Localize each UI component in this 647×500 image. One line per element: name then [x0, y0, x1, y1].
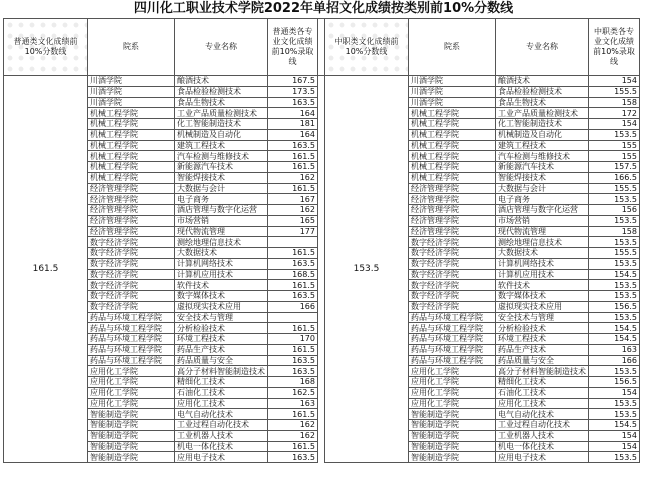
right-dept-cell: 数字经济学院 — [409, 237, 496, 248]
right-header-score: 中职类各专业文化成绩前10%录取线 — [589, 19, 640, 76]
right-score-cell: 154 — [589, 430, 640, 441]
left-major-cell: 数字媒体技术 — [175, 291, 268, 302]
right-score-cell: 155 — [589, 140, 640, 151]
left-score-cell: 161.5 — [268, 280, 318, 291]
right-dept-cell: 川酒学院 — [409, 86, 496, 97]
left-major-cell: 软件技术 — [175, 280, 268, 291]
right-dept-cell: 数字经济学院 — [409, 248, 496, 259]
right-score-cell: 172 — [589, 108, 640, 119]
right-score-cell: 153.5 — [589, 312, 640, 323]
right-dept-cell: 智能制造学院 — [409, 452, 496, 463]
left-header-overall: 普通类文化成绩前10%分数线 — [4, 19, 88, 76]
right-major-cell: 食品生物技术 — [496, 97, 589, 108]
right-score-cell: 155.5 — [589, 248, 640, 259]
right-dept-cell: 川酒学院 — [409, 97, 496, 108]
left-major-cell: 石油化工技术 — [175, 387, 268, 398]
right-score-cell: 156.5 — [589, 301, 640, 312]
left-dept-cell: 药品与环境工程学院 — [88, 344, 175, 355]
right-score-cell: 153.5 — [589, 237, 640, 248]
right-dept-cell: 药品与环境工程学院 — [409, 323, 496, 334]
right-dept-cell: 经济管理学院 — [409, 183, 496, 194]
right-score-cell: 166.5 — [589, 172, 640, 183]
left-dept-cell: 机械工程学院 — [88, 129, 175, 140]
right-dept-cell: 经济管理学院 — [409, 194, 496, 205]
right-overall-cutoff: 153.5 — [325, 76, 409, 463]
left-major-cell: 计算机网络技术 — [175, 258, 268, 269]
right-major-cell: 工业机器人技术 — [496, 430, 589, 441]
left-dept-cell: 数字经济学院 — [88, 301, 175, 312]
left-score-cell — [268, 312, 318, 323]
right-dept-cell: 应用化工学院 — [409, 387, 496, 398]
right-major-cell: 食品检验检测技术 — [496, 86, 589, 97]
left-dept-cell: 药品与环境工程学院 — [88, 323, 175, 334]
right-header-major: 专业名称 — [496, 19, 589, 76]
left-score-cell: 163.5 — [268, 140, 318, 151]
left-major-cell: 食品生物技术 — [175, 97, 268, 108]
right-score-cell: 153.5 — [589, 398, 640, 409]
left-major-cell: 大数据与会计 — [175, 183, 268, 194]
left-dept-cell: 数字经济学院 — [88, 280, 175, 291]
right-dept-cell: 机械工程学院 — [409, 172, 496, 183]
left-dept-cell: 智能制造学院 — [88, 441, 175, 452]
right-dept-cell: 机械工程学院 — [409, 140, 496, 151]
left-major-cell: 药品生产技术 — [175, 344, 268, 355]
left-major-cell: 分析检验技术 — [175, 323, 268, 334]
right-score-cell: 154.5 — [589, 420, 640, 431]
left-major-cell: 电子商务 — [175, 194, 268, 205]
right-major-cell: 虚拟现实技术应用 — [496, 301, 589, 312]
left-dept-cell: 应用化工学院 — [88, 387, 175, 398]
left-score-cell: 163.5 — [268, 452, 318, 463]
left-score-cell: 163 — [268, 398, 318, 409]
left-major-cell: 高分子材料智能制造技术 — [175, 366, 268, 377]
left-dept-cell: 数字经济学院 — [88, 258, 175, 269]
right-major-cell: 电气自动化技术 — [496, 409, 589, 420]
right-major-cell: 现代物流管理 — [496, 226, 589, 237]
left-score-cell: 167.5 — [268, 76, 318, 87]
right-score-cell: 154 — [589, 119, 640, 130]
left-major-cell: 虚拟现实技术应用 — [175, 301, 268, 312]
left-score-cell: 161.5 — [268, 162, 318, 173]
left-dept-cell: 机械工程学院 — [88, 162, 175, 173]
right-score-cell: 155.5 — [589, 183, 640, 194]
right-major-cell: 软件技术 — [496, 280, 589, 291]
left-score-cell: 163.5 — [268, 258, 318, 269]
left-dept-cell: 数字经济学院 — [88, 248, 175, 259]
left-dept-cell: 川酒学院 — [88, 86, 175, 97]
left-dept-cell: 机械工程学院 — [88, 140, 175, 151]
left-score-cell: 173.5 — [268, 86, 318, 97]
left-score-cell: 167 — [268, 194, 318, 205]
column-gap — [318, 76, 325, 463]
right-score-cell: 153.5 — [589, 215, 640, 226]
right-major-cell: 分析检验技术 — [496, 323, 589, 334]
left-major-cell: 计算机应用技术 — [175, 269, 268, 280]
right-dept-cell: 智能制造学院 — [409, 409, 496, 420]
right-major-cell: 环境工程技术 — [496, 334, 589, 345]
left-dept-cell: 智能制造学院 — [88, 452, 175, 463]
right-header-dept: 院系 — [409, 19, 496, 76]
left-major-cell: 酒店管理与数字化运营 — [175, 205, 268, 216]
left-score-cell: 162 — [268, 430, 318, 441]
left-major-cell: 食品检验检测技术 — [175, 86, 268, 97]
left-overall-cutoff: 161.5 — [4, 76, 88, 463]
right-dept-cell: 药品与环境工程学院 — [409, 344, 496, 355]
left-major-cell: 机电一体化技术 — [175, 441, 268, 452]
right-major-cell: 电子商务 — [496, 194, 589, 205]
left-score-cell: 163.5 — [268, 366, 318, 377]
right-dept-cell: 智能制造学院 — [409, 420, 496, 431]
left-dept-cell: 经济管理学院 — [88, 194, 175, 205]
right-score-cell: 153.5 — [589, 280, 640, 291]
right-score-cell: 156 — [589, 205, 640, 216]
left-score-cell: 162 — [268, 172, 318, 183]
right-dept-cell: 机械工程学院 — [409, 162, 496, 173]
left-header-score: 普通类各专业文化成绩前10%录取线 — [268, 19, 318, 76]
right-major-cell: 石油化工技术 — [496, 387, 589, 398]
right-dept-cell: 智能制造学院 — [409, 441, 496, 452]
right-score-cell: 154.5 — [589, 334, 640, 345]
right-major-cell: 化工智能制造技术 — [496, 119, 589, 130]
left-dept-cell: 应用化工学院 — [88, 366, 175, 377]
left-score-cell: 166 — [268, 301, 318, 312]
right-score-cell: 153.5 — [589, 409, 640, 420]
right-dept-cell: 药品与环境工程学院 — [409, 312, 496, 323]
left-dept-cell: 数字经济学院 — [88, 237, 175, 248]
right-major-cell: 新能源汽车技术 — [496, 162, 589, 173]
right-dept-cell: 数字经济学院 — [409, 280, 496, 291]
right-major-cell: 大数据与会计 — [496, 183, 589, 194]
right-score-cell: 155 — [589, 151, 640, 162]
left-dept-cell: 智能制造学院 — [88, 420, 175, 431]
right-score-cell: 158 — [589, 226, 640, 237]
right-major-cell: 计算机网络技术 — [496, 258, 589, 269]
left-major-cell: 精细化工技术 — [175, 377, 268, 388]
left-dept-cell: 药品与环境工程学院 — [88, 355, 175, 366]
left-dept-cell: 机械工程学院 — [88, 172, 175, 183]
score-table — [3, 18, 640, 463]
left-score-cell: 161.5 — [268, 248, 318, 259]
right-major-cell: 数字媒体技术 — [496, 291, 589, 302]
left-major-cell: 新能源汽车技术 — [175, 162, 268, 173]
right-score-cell: 156.5 — [589, 377, 640, 388]
left-dept-cell: 智能制造学院 — [88, 430, 175, 441]
right-major-cell: 应用化工技术 — [496, 398, 589, 409]
right-major-cell: 建筑工程技术 — [496, 140, 589, 151]
right-major-cell: 市场营销 — [496, 215, 589, 226]
right-major-cell: 精细化工技术 — [496, 377, 589, 388]
left-score-cell: 161.5 — [268, 183, 318, 194]
left-major-cell: 市场营销 — [175, 215, 268, 226]
left-header-major: 专业名称 — [175, 19, 268, 76]
left-header-dept: 院系 — [88, 19, 175, 76]
left-score-cell: 163.5 — [268, 291, 318, 302]
left-score-cell: 168 — [268, 377, 318, 388]
right-dept-cell: 经济管理学院 — [409, 215, 496, 226]
right-major-cell: 酒店管理与数字化运营 — [496, 205, 589, 216]
left-dept-cell: 川酒学院 — [88, 76, 175, 87]
right-score-cell: 154.5 — [589, 323, 640, 334]
right-major-cell: 应用电子技术 — [496, 452, 589, 463]
right-score-cell: 153.5 — [589, 291, 640, 302]
left-score-cell: 162 — [268, 420, 318, 431]
left-score-cell: 161.5 — [268, 151, 318, 162]
right-score-cell: 163 — [589, 344, 640, 355]
left-major-cell: 测绘地理信息技术 — [175, 237, 268, 248]
right-score-cell: 154 — [589, 76, 640, 87]
left-major-cell: 工业机器人技术 — [175, 430, 268, 441]
left-score-cell: 161.5 — [268, 409, 318, 420]
right-dept-cell: 智能制造学院 — [409, 430, 496, 441]
right-dept-cell: 数字经济学院 — [409, 269, 496, 280]
left-score-cell: 163.5 — [268, 355, 318, 366]
left-dept-cell: 机械工程学院 — [88, 108, 175, 119]
right-major-cell: 计算机应用技术 — [496, 269, 589, 280]
right-major-cell: 工业过程自动化技术 — [496, 420, 589, 431]
right-score-cell: 153.5 — [589, 366, 640, 377]
right-dept-cell: 药品与环境工程学院 — [409, 334, 496, 345]
right-major-cell: 安全技术与管理 — [496, 312, 589, 323]
left-major-cell: 机械制造及自动化 — [175, 129, 268, 140]
right-major-cell: 机电一体化技术 — [496, 441, 589, 452]
right-score-cell: 158 — [589, 97, 640, 108]
table-row — [4, 76, 640, 87]
right-dept-cell: 川酒学院 — [409, 76, 496, 87]
left-dept-cell: 药品与环境工程学院 — [88, 312, 175, 323]
left-score-cell: 164 — [268, 129, 318, 140]
left-dept-cell: 数字经济学院 — [88, 291, 175, 302]
right-major-cell: 药品质量与安全 — [496, 355, 589, 366]
left-major-cell: 电气自动化技术 — [175, 409, 268, 420]
right-dept-cell: 应用化工学院 — [409, 398, 496, 409]
left-score-cell: 165 — [268, 215, 318, 226]
header-row — [4, 19, 640, 76]
left-score-cell: 162 — [268, 205, 318, 216]
left-score-cell — [268, 237, 318, 248]
left-score-cell: 161.5 — [268, 323, 318, 334]
right-dept-cell: 数字经济学院 — [409, 301, 496, 312]
right-dept-cell: 数字经济学院 — [409, 258, 496, 269]
right-score-cell: 153.5 — [589, 194, 640, 205]
right-major-cell: 工业产品质量检测技术 — [496, 108, 589, 119]
right-dept-cell: 机械工程学院 — [409, 108, 496, 119]
left-score-cell: 177 — [268, 226, 318, 237]
left-dept-cell: 经济管理学院 — [88, 215, 175, 226]
left-score-cell: 162.5 — [268, 387, 318, 398]
right-header-overall: 中职类文化成绩前10%分数线 — [325, 19, 409, 76]
right-score-cell: 154.5 — [589, 269, 640, 280]
left-dept-cell: 经济管理学院 — [88, 205, 175, 216]
left-major-cell: 安全技术与管理 — [175, 312, 268, 323]
right-major-cell: 酿酒技术 — [496, 76, 589, 87]
left-dept-cell: 智能制造学院 — [88, 409, 175, 420]
right-major-cell: 药品生产技术 — [496, 344, 589, 355]
left-score-cell: 168.5 — [268, 269, 318, 280]
left-score-cell: 181 — [268, 119, 318, 130]
document-title: 四川化工职业技术学院2022年单招文化成绩按类别前10%分数线 — [133, 1, 514, 16]
right-score-cell: 155.5 — [589, 86, 640, 97]
left-score-cell: 161.5 — [268, 344, 318, 355]
right-score-cell: 153.5 — [589, 129, 640, 140]
left-dept-cell: 经济管理学院 — [88, 183, 175, 194]
left-score-cell: 170 — [268, 334, 318, 345]
right-dept-cell: 数字经济学院 — [409, 291, 496, 302]
right-dept-cell: 机械工程学院 — [409, 119, 496, 130]
left-major-cell: 智能焊接技术 — [175, 172, 268, 183]
left-major-cell: 现代物流管理 — [175, 226, 268, 237]
column-gap — [318, 19, 325, 76]
right-major-cell: 大数据技术 — [496, 248, 589, 259]
left-major-cell: 应用化工技术 — [175, 398, 268, 409]
left-major-cell: 环境工程技术 — [175, 334, 268, 345]
right-dept-cell: 药品与环境工程学院 — [409, 355, 496, 366]
left-dept-cell: 数字经济学院 — [88, 269, 175, 280]
right-dept-cell: 经济管理学院 — [409, 205, 496, 216]
left-score-cell: 164 — [268, 108, 318, 119]
left-dept-cell: 经济管理学院 — [88, 226, 175, 237]
left-dept-cell: 药品与环境工程学院 — [88, 334, 175, 345]
right-dept-cell: 机械工程学院 — [409, 151, 496, 162]
right-score-cell: 153.5 — [589, 258, 640, 269]
right-dept-cell: 应用化工学院 — [409, 377, 496, 388]
right-dept-cell: 应用化工学院 — [409, 366, 496, 377]
left-score-cell: 161.5 — [268, 441, 318, 452]
right-dept-cell: 经济管理学院 — [409, 226, 496, 237]
right-dept-cell: 机械工程学院 — [409, 129, 496, 140]
left-major-cell: 汽车检测与维修技术 — [175, 151, 268, 162]
left-major-cell: 工业过程自动化技术 — [175, 420, 268, 431]
left-major-cell: 大数据技术 — [175, 248, 268, 259]
left-dept-cell: 机械工程学院 — [88, 119, 175, 130]
right-major-cell: 测绘地理信息技术 — [496, 237, 589, 248]
right-major-cell: 高分子材料智能制造技术 — [496, 366, 589, 377]
left-major-cell: 工业产品质量检测技术 — [175, 108, 268, 119]
left-dept-cell: 机械工程学院 — [88, 151, 175, 162]
left-major-cell: 化工智能制造技术 — [175, 119, 268, 130]
right-major-cell: 汽车检测与维修技术 — [496, 151, 589, 162]
right-score-cell: 154 — [589, 387, 640, 398]
right-score-cell: 166 — [589, 355, 640, 366]
left-dept-cell: 应用化工学院 — [88, 377, 175, 388]
left-major-cell: 建筑工程技术 — [175, 140, 268, 151]
left-major-cell: 酿酒技术 — [175, 76, 268, 87]
right-score-cell: 153.5 — [589, 452, 640, 463]
right-score-cell: 157.5 — [589, 162, 640, 173]
right-score-cell: 154 — [589, 441, 640, 452]
right-major-cell: 智能焊接技术 — [496, 172, 589, 183]
left-score-cell: 163.5 — [268, 97, 318, 108]
right-major-cell: 机械制造及自动化 — [496, 129, 589, 140]
left-dept-cell: 川酒学院 — [88, 97, 175, 108]
left-dept-cell: 应用化工学院 — [88, 398, 175, 409]
left-major-cell: 药品质量与安全 — [175, 355, 268, 366]
left-major-cell: 应用电子技术 — [175, 452, 268, 463]
